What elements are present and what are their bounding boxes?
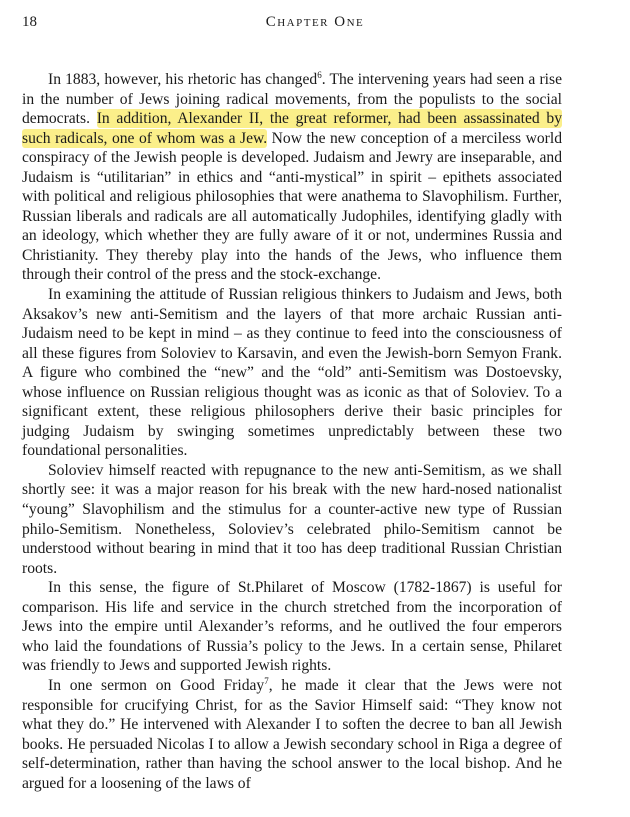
paragraph-5 [22,676,562,793]
paragraph-text: Now the new conception of a merciless world conspiracy of the Jewish people is developed. Judaism and Jewry are inseparable, and Judaism is “utilitarian” in ethics and “anti-mystical” in spirit – epithets associated with political and religious philosophies that were anathema to Slavophilism. Further, Russian liberals and radicals are all automatically Judophiles, identifying gladly with an ideology, which whether they are fully aware of it or not, undermines Russia and Christianity. They thereby play into the hands of the Jews, who influence them through their control of the press and the stock-exchange. [22,129,562,284]
body-text [22,70,562,793]
paragraph-text: In 1883, however, his rhetoric has changed [48,71,318,88]
paragraph-text: , he made it clear that the Jews were not responsible for crucifying Christ, for as the Savior Himself said: “They know not what they do.” He intervened with Alexander I to soften the decree to ban all Jewish books. He persuaded Nicolas I to allow a Jewish secondary school in Riga a degree of self-determination, rather than having the school answer to the local bishop. And he argued for a loosening of the laws of [22,676,562,792]
paragraph-4: In this sense, the figure of St.Philaret of Moscow (1782-1867) is useful for comparison. His life and service in the church stretched from the incorporation of Jews into the empire until Alexander’s reforms, and he outlived the four emperors who laid the foundations of Russia’s policy to the Jews. In a certain sense, Philaret was friendly to Jews and supported Jewish rights. [22,579,562,675]
running-head: Chapter One [265,14,365,30]
footnote-ref-6[interactable]: 6 [317,69,322,80]
paragraph-2: In examining the attitude of Russian religious thinkers to Judaism and Jews, both Aksakov’s new anti-Semitism and the layers of that more archaic Russian anti-Judaism need to be kept in mind – as they continue to feed into the consciousness of all these figures from Soloviev to Karsavin, and even the Jewish-born Semyon Frank. A figure who combined the “new” and the “old” anti-Semitism was Dostoevsky, whose influence on Russian religious thought was as iconic as that of Soloviev. To a significant extent, these religious philosophers derive their basic principles for judging Judaism by swinging sometimes unpredictably between these two foundational personalities. [22,286,562,460]
paragraph-1 [22,70,562,285]
page-number: 18 [22,14,37,30]
paragraph-text: In one sermon on Good Friday [48,676,265,694]
paragraph-3: Soloviev himself reacted with repugnance to the new anti-Semitism, as we shall shortly see: it was a major reason for his break with the new hard-nosed nationalist “young” Slavophilism and the stimulus for a counter-active new type of Russian philo-Semitism. Nonetheless, Soloviev’s celebrated philo-Semitism cannot be understood without bearing in mind that it too has deep traditional Russian Christian roots. [22,461,562,577]
highlighted-text[interactable]: In addition, Alexander II, the great reformer, had been assassinated by such radicals, one of whom was a Jew. [22,110,562,147]
footnote-ref-7[interactable]: 7 [264,675,269,686]
paragraph-text: . The intervening years had seen a rise in the number of Jews joining radical movements, from the populists to the social democrats. [22,71,562,128]
